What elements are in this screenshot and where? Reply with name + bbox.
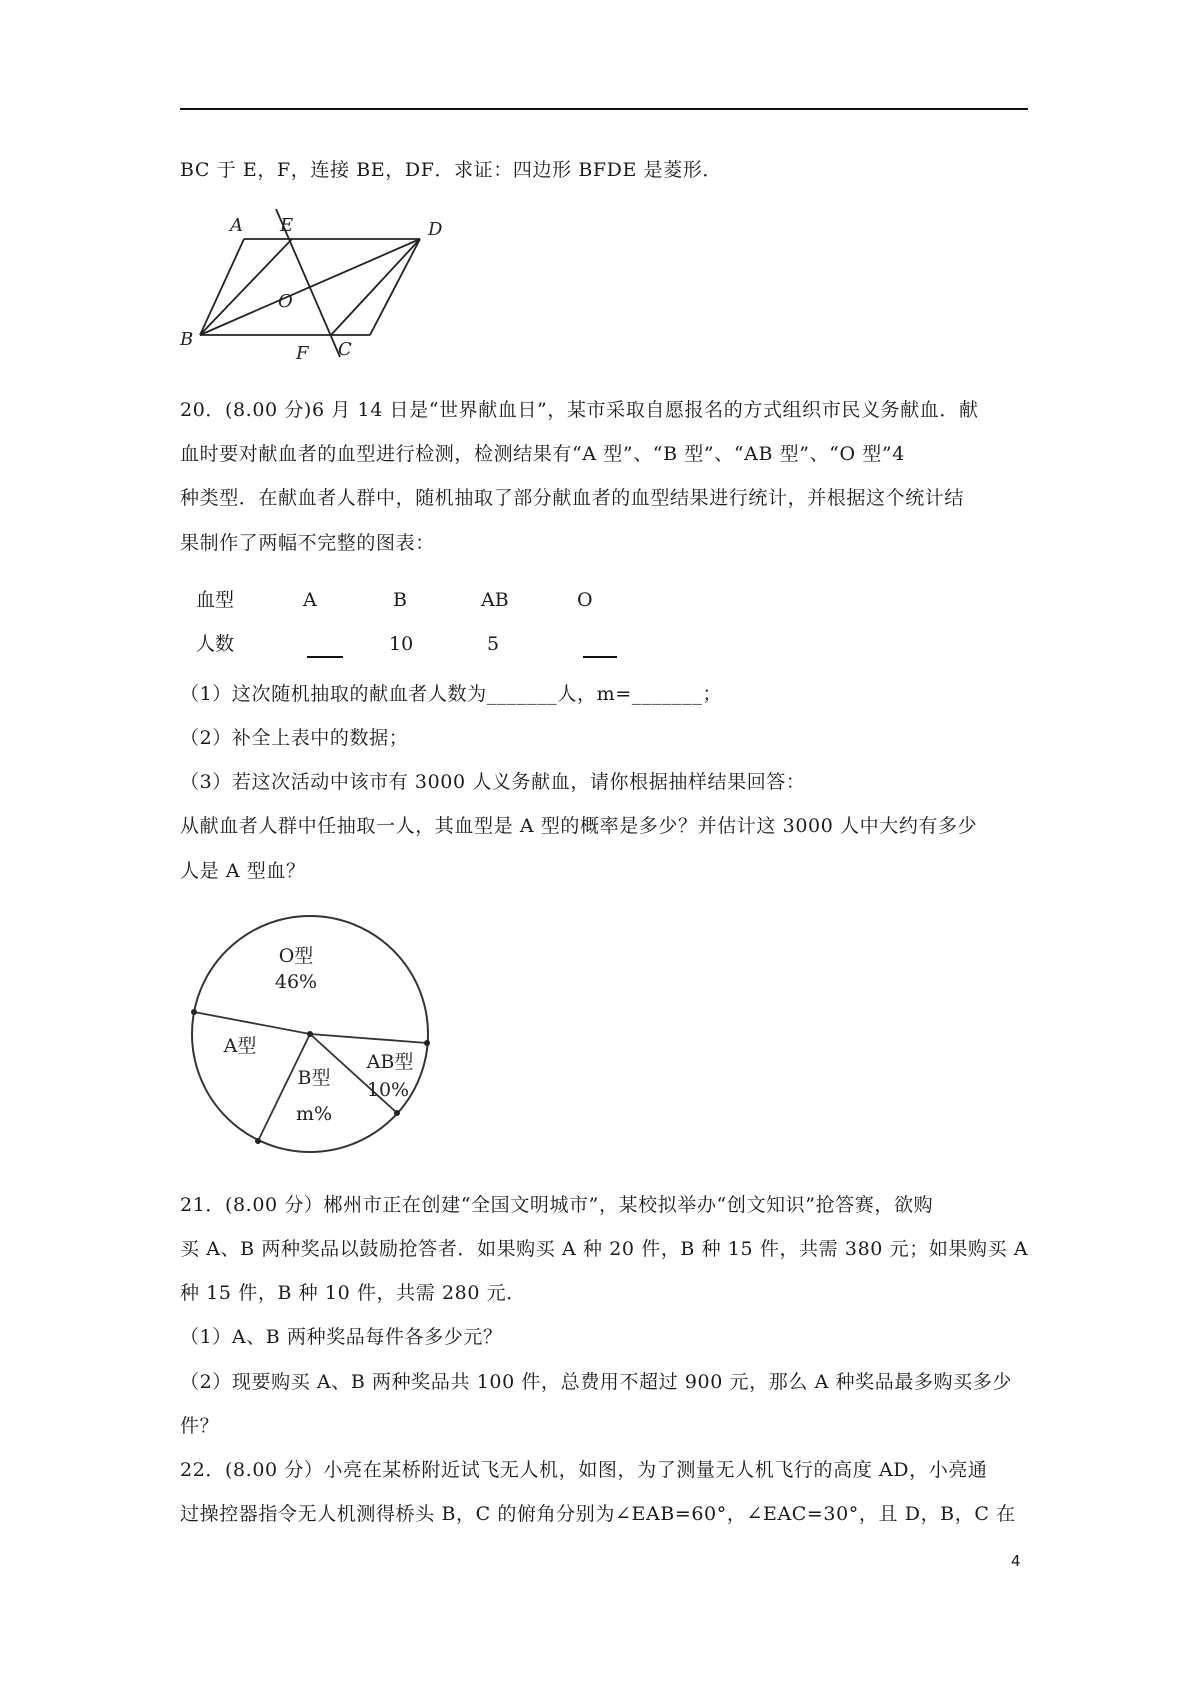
q20-sub-3: （3）若这次活动中该市有 3000 人义务献血，请你根据抽样结果回答：	[180, 771, 806, 793]
parallelogram-figure	[180, 205, 450, 365]
pie-label-b-value: m%	[295, 1103, 333, 1125]
label-d: D	[428, 219, 443, 240]
q21-sub-2: （2）现要购买 A、B 两种奖品共 100 件，总费用不超过 900 元，那么 A 种奖品最多购买多少	[180, 1371, 1012, 1393]
q21-sub-1: （1）A、B 两种奖品每件各多少元？	[180, 1326, 503, 1348]
problem-19-tail: BC 于 E，F，连接 BE，DF．求证：四边形 BFDE 是菱形．	[180, 159, 723, 181]
q20-line-4: 果制作了两幅不完整的图表：	[180, 532, 435, 554]
table-blank-o	[583, 656, 617, 658]
q22-line-1: 22．(8.00 分）小亮在某桥附近试飞无人机，如图，为了测量无人机飞行的高度 AD，小亮通	[180, 1459, 988, 1481]
table-cell: 5	[487, 633, 500, 655]
pie-label-ab-value: 10%	[366, 1079, 410, 1101]
label-o: O	[278, 291, 293, 312]
q22-line-2: 过操控器指令无人机测得桥头 B，C 的俯角分别为∠EAB=60°，∠EAC=30°，且 D，B，C 在	[180, 1503, 1016, 1525]
segment-ab	[200, 239, 244, 335]
label-a: A	[230, 215, 243, 236]
q20-sub-3b: 从献血者人群中任抽取一人，其血型是 A 型的概率是多少？并估计这 3000 人中大约有多少	[180, 815, 978, 837]
pie-divider-oa	[194, 1012, 310, 1034]
table-cell: 10	[389, 633, 414, 655]
q20-sub-3c: 人是 A 型血？	[180, 860, 306, 882]
label-f: F	[296, 343, 309, 364]
pie-label-ab-name: AB型	[366, 1051, 414, 1073]
pie-label-o-value: 46%	[274, 971, 318, 993]
q21-line-3: 种 15 件，B 种 10 件，共需 280 元．	[180, 1282, 526, 1304]
table-blank-a	[307, 656, 343, 658]
label-c: C	[338, 339, 352, 360]
table-header-cell: 血型	[196, 589, 235, 611]
table-header-cell: AB	[481, 589, 509, 611]
segment-fd	[331, 239, 420, 335]
pie-label-b-name: B型	[297, 1067, 331, 1089]
header-rule	[180, 108, 1028, 110]
segment-be	[200, 239, 292, 335]
q20-line-2: 血时要对献血者的血型进行检测，检测结果有“A 型”、“B 型”、“AB 型”、“O 型”4	[180, 443, 905, 465]
page-number: 4	[1011, 1552, 1021, 1570]
q20-line-1: 20．(8.00 分)6 月 14 日是“世界献血日”，某市采取自愿报名的方式组织市民义务献血．献	[180, 399, 979, 421]
table-header-cell: A	[303, 589, 317, 611]
q20-sub-1: （1）这次随机抽取的献血者人数为_______人，m=_______；	[180, 683, 723, 705]
table-header-cell: B	[393, 589, 407, 611]
q21-line-2: 买 A、B 两种奖品以鼓励抢答者．如果购买 A 种 20 件，B 种 15 件，共需 380 元；如果购买 A	[180, 1238, 1029, 1260]
blood-type-pie-chart	[180, 904, 440, 1164]
label-e: E	[280, 215, 294, 236]
table-row-label: 人数	[196, 633, 235, 655]
segment-dc	[370, 239, 420, 335]
pie-label-o-name: O型	[278, 945, 314, 967]
label-b: B	[180, 329, 194, 350]
pie-label-a-name: A型	[223, 1035, 257, 1057]
q20-sub-2: （2）补全上表中的数据；	[180, 727, 409, 749]
q21-line-1: 21．(8.00 分）郴州市正在创建“全国文明城市”，某校拟举办“创文知识”抢答赛，欲购	[180, 1194, 934, 1216]
pie-divider-oab	[310, 1034, 427, 1043]
table-header-cell: O	[577, 589, 593, 611]
q20-line-3: 种类型．在献血者人群中，随机抽取了部分献血者的血型结果进行统计，并根据这个统计结	[180, 487, 965, 509]
q21-sub-2b: 件？	[180, 1415, 220, 1437]
